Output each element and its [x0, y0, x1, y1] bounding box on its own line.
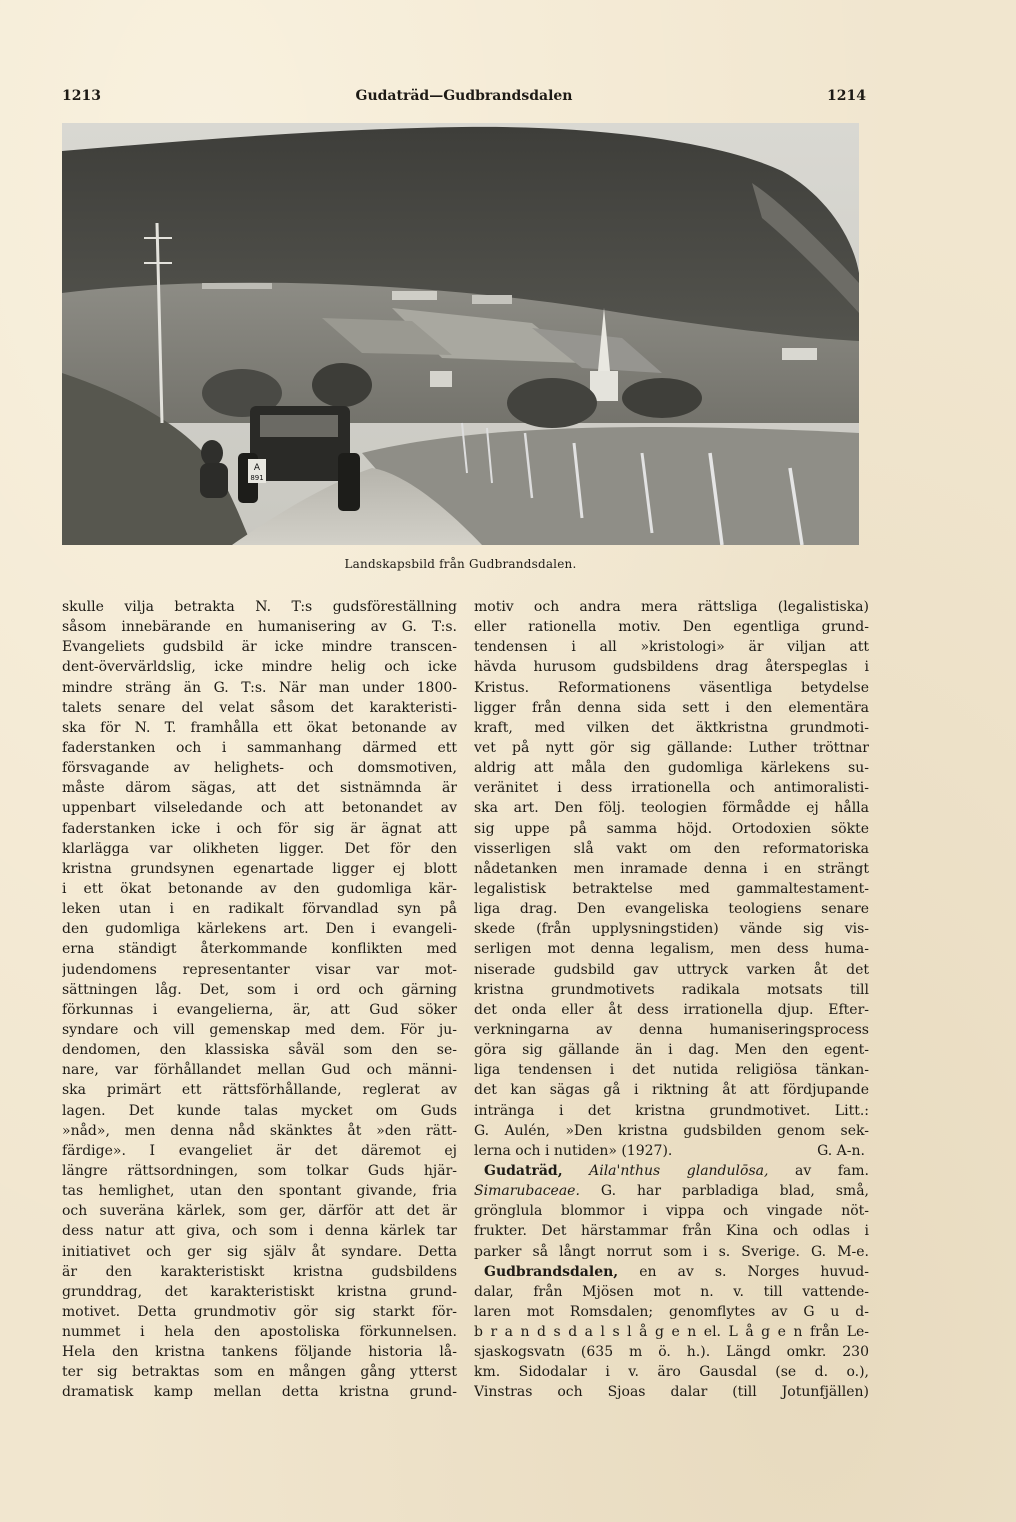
text-line: intränga i det kristna grundmotivet. Litt.:	[474, 1102, 869, 1119]
text-line: eller rationella motiv. Den egentliga grund-	[474, 619, 869, 636]
text-line: det onda eller åt dess irrationella djup. Efter-	[474, 1001, 869, 1018]
text-line: verkningarna av denna humaniseringsprocess	[474, 1021, 869, 1038]
text-line: såsom innebärande en humanisering av G. T:s.	[62, 619, 457, 636]
text-line: Evangeliets gudsbild är icke mindre transcen-	[62, 639, 457, 656]
text-line: Kristus. Reformationens väsentliga betydelse	[474, 679, 869, 696]
text-line: leken utan i en radikalt förvandlad syn på	[62, 901, 457, 918]
text-line: aldrig att måla den gudomliga kärlekens su-	[474, 760, 869, 777]
text-line: dent-övervärldslig, icke mindre helig och icke	[62, 659, 457, 676]
text-line-with-signature	[474, 1141, 869, 1161]
text-line: den gudomliga kärlekens art. Den i evangeli-	[62, 921, 457, 938]
text-line: lerna och i nutiden» (1927).	[474, 1142, 673, 1159]
text-line: skede (från upplysningstiden) vände sig vis-	[474, 921, 869, 938]
text-line: ska för N. T. framhålla ett ökat betonande av	[62, 719, 457, 736]
text-line: legalistisk betraktelse med gammaltestament-	[474, 880, 869, 897]
text-line: faderstanken icke i och för sig är ägnat att	[62, 820, 457, 837]
family-name: Simarubaceae.	[474, 1183, 580, 1200]
running-header	[62, 88, 866, 110]
text-line: motivet. Detta grundmotiv gör sig starkt för-	[62, 1303, 457, 1320]
text-line: frukter. Det härstammar från Kina och odlas i	[474, 1223, 869, 1240]
running-title: Gudaträd—Gudbrandsdalen	[355, 88, 573, 104]
text-line: motiv och andra mera rättsliga (legalistiska)	[474, 599, 869, 615]
text-line: vet på nytt gör sig gällande: Luther tröttnar	[474, 739, 869, 756]
text-line: nummet i hela den apostoliska förkunnelsen.	[62, 1324, 457, 1341]
text-line: b r a n d s d a l s l å g e n el. L å g e n från Le-	[474, 1324, 869, 1341]
text-line: kristna grundmotivets radikala motsats till	[474, 981, 869, 998]
text-line: ska art. Den följ. teologien förmådde ej hålla	[474, 800, 869, 817]
text-line: i ett ökat betonande av den gudomliga kär-	[62, 880, 457, 897]
text-fragment: en av s. Norges huvud-	[639, 1263, 869, 1280]
text-line: klarlägga var olikheten ligger. Det för den	[62, 840, 457, 857]
text-line: är den karakteristiskt kristna gudsbildens	[62, 1263, 457, 1280]
landscape-photo-illustration	[62, 123, 859, 545]
text-line: hävda hurusom gudsbildens drag återspeglas i	[474, 659, 869, 676]
text-line: försvagande av helighets- och domsmotiven,	[62, 760, 457, 777]
page-number-right: 1214	[827, 88, 866, 104]
figure-caption: Landskapsbild från Gudbrandsdalen.	[344, 557, 577, 571]
author-signature: G. A-n.	[817, 1142, 865, 1159]
text-line: Vinstras och Sjoas dalar (till Jotunfjällen)	[474, 1384, 869, 1401]
text-line: och suveräna kärlek, som ger, därför att det är	[62, 1203, 457, 1220]
landscape-photo	[62, 123, 859, 545]
text-line: måste därom sägas, att det sistnämnda är	[62, 780, 457, 797]
text-line: G. Aulén, »Den kristna gudsbilden genom sek-	[474, 1122, 869, 1139]
entry-gudatrad-first-line	[474, 1161, 869, 1181]
text-line: judendomens representanter visar var mot-	[62, 961, 457, 978]
right-column	[474, 597, 869, 1403]
text-fragment: av fam.	[794, 1162, 869, 1179]
text-line: nådetanken men inramade denna i en strängt	[474, 860, 869, 877]
text-line: sig uppe på samma höjd. Ortodoxien sökte	[474, 820, 869, 837]
text-line: skulle vilja betrakta N. T:s gudsföreställning	[62, 599, 457, 615]
text-line: syndare och vill gemenskap med dem. För ju-	[62, 1021, 457, 1038]
text-line: parker så långt norrut som i s. Sverige. G. M-e.	[474, 1243, 869, 1260]
page-number-left: 1213	[62, 88, 101, 104]
text-line: ligger från denna sida sett i den elementära	[474, 699, 869, 716]
entry-headword: Gudaträd,	[484, 1162, 563, 1179]
text-line: göra sig gällande än i dag. Men den egent-	[474, 1042, 869, 1059]
text-line: lagen. Det kunde talas mycket om Guds	[62, 1102, 457, 1119]
text-line: erna ständigt återkommande konflikten med	[62, 941, 457, 958]
text-line: laren mot Romsdalen; genomflytes av G u d-	[474, 1303, 869, 1320]
text-line: dalar, från Mjösen mot n. v. till vattende-	[474, 1283, 869, 1300]
entry-headword: Gudbrandsdalen,	[484, 1263, 619, 1280]
text-line: dess natur att giva, och som i denna kärlek tar	[62, 1223, 457, 1240]
text-line: visserligen slå vakt om den reformatoriska	[474, 840, 869, 857]
text-line: dendomen, den klassiska såväl som den se-	[62, 1042, 457, 1059]
text-line: förkunnas i evangelierna, är, att Gud söker	[62, 1001, 457, 1018]
text-line: tendensen i all »kristologi» är viljan att	[474, 639, 869, 656]
text-line: tas hemlighet, utan den spontant givande, fria	[62, 1183, 457, 1200]
text-line: faderstanken och i sammanhang därmed ett	[62, 739, 457, 756]
text-line: dramatisk kamp mellan detta kristna grund-	[62, 1384, 457, 1401]
text-line: längre rättsordningen, som tolkar Guds hjär-	[62, 1162, 457, 1179]
text-line: uppenbart vilseledande och att betonandet av	[62, 800, 457, 817]
text-line: liga tendensen i det nutida religiösa tänkan-	[474, 1062, 869, 1079]
text-line: initiativet och ger sig själv åt syndare. Detta	[62, 1243, 457, 1260]
license-plate-letter: A	[253, 463, 261, 473]
left-column	[62, 597, 457, 1403]
text-fragment: G. har parbladiga blad, små,	[600, 1183, 869, 1200]
license-plate-number: 891	[250, 474, 264, 482]
text-line: km. Sidodalar i v. äro Gausdal (se d. o.),	[474, 1364, 869, 1381]
text-line: veränitet i dess irrationella och antimoralisti-	[474, 780, 869, 797]
latin-name: Aila'nthus glandulōsa,	[589, 1162, 769, 1179]
text-line: ter sig betraktas som en mången gång ytterst	[62, 1364, 457, 1381]
entry-gudatrad-second-line	[474, 1181, 869, 1201]
text-line: serligen mot denna legalism, men dess huma-	[474, 941, 869, 958]
text-line: talets senare del velat såsom det karakteristi-	[62, 699, 457, 716]
text-line: liga drag. Den evangeliska teologiens senare	[474, 901, 869, 918]
text-line: grönglula blommor i vippa och vingade nöt-	[474, 1203, 869, 1220]
text-line: sjaskogsvatn (635 m ö. h.). Längd omkr. 230	[474, 1344, 869, 1361]
text-line: nare, var förhållandet mellan Gud och männi-	[62, 1062, 457, 1079]
text-line: sättningen låg. Det, som i ord och gärning	[62, 981, 457, 998]
text-line: kristna grundsynen egenartade ligger ej blott	[62, 860, 457, 877]
text-line: ska primärt ett rättsförhållande, reglerat av	[62, 1082, 457, 1099]
text-line: Hela den kristna tankens följande historia lå-	[62, 1344, 457, 1361]
text-line: kraft, med vilken det äktkristna grundmoti-	[474, 719, 869, 736]
text-line: det kan sägas gå i riktning åt att fördjupande	[474, 1082, 869, 1099]
text-line: grunddrag, det karakteristiskt kristna grund-	[62, 1283, 457, 1300]
text-line: niserade gudsbild gav uttryck varken åt det	[474, 961, 869, 978]
entry-gudbrandsdalen-first-line	[474, 1262, 869, 1282]
text-line: färdige». I evangeliet är det däremot ej	[62, 1142, 457, 1159]
text-line: »nåd», men denna nåd skänktes åt »den rätt-	[62, 1122, 457, 1139]
text-line: mindre sträng än G. T:s. När man under 1800-	[62, 679, 457, 696]
